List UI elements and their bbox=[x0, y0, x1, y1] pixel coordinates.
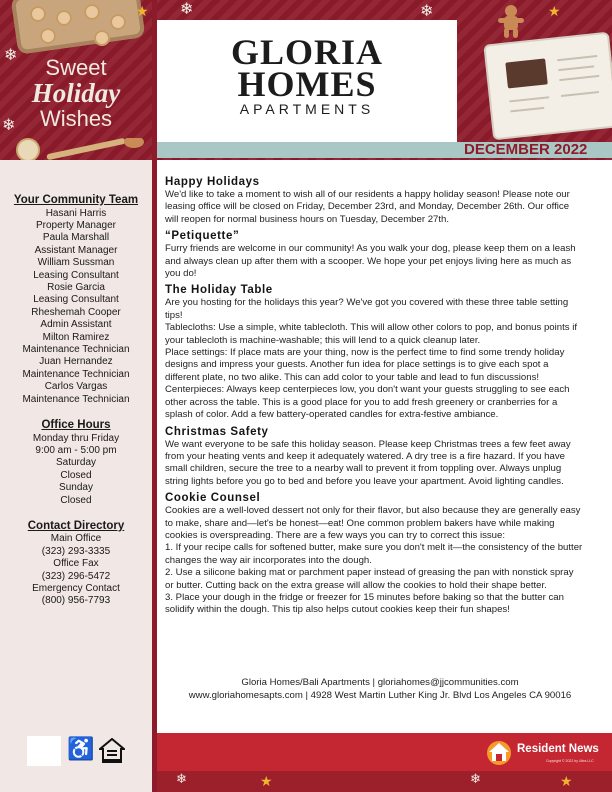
accessibility-icon: ♿ bbox=[67, 736, 95, 761]
snowflake-icon: ❄ bbox=[4, 47, 18, 64]
snowflake-icon: ❄ bbox=[470, 771, 481, 786]
logo-homes: HOMES bbox=[237, 64, 377, 104]
book-photo bbox=[505, 58, 547, 88]
sidebar-divider bbox=[152, 0, 157, 792]
hours-line: 9:00 am - 5:00 pm bbox=[35, 444, 117, 456]
hours-line: Closed bbox=[60, 469, 92, 481]
article-paragraph: Cookies are a well-loved dessert not only for their flavor, but also because they are generally easy to make, share and—let's be honest—eat! One common problem bakers have while making cookies is overspreading. There are a few ways you can try to correct this issue: bbox=[165, 505, 581, 541]
book-text-line bbox=[559, 75, 599, 81]
article-title: Christmas Safety bbox=[165, 425, 269, 438]
article-paragraph: Furry friends are welcome in our community! As you walk your dog, please keep them on a leash and always clean up after them with a scooper. We hope your pet enjoys living here as much as you do! bbox=[165, 243, 576, 280]
team-member-role: Maintenance Technician bbox=[22, 368, 130, 380]
logo-gloria: GLORIA bbox=[230, 32, 384, 72]
resident-news-label: Resident News bbox=[517, 743, 599, 755]
cookie-icon bbox=[110, 14, 126, 30]
team-member bbox=[0, 381, 152, 406]
book-text-line bbox=[509, 96, 549, 102]
star-icon: ★ bbox=[560, 773, 573, 789]
team-member-name: Juan Hernandez bbox=[39, 356, 113, 368]
book-text-line bbox=[510, 107, 544, 113]
holiday-line: Holiday bbox=[31, 78, 121, 109]
sweet-holiday-wishes bbox=[0, 56, 152, 131]
cookie-icon bbox=[94, 30, 110, 46]
gingerbread-icon bbox=[498, 4, 524, 38]
team-member-name: Rosie Garcia bbox=[47, 281, 105, 293]
team-member bbox=[0, 307, 152, 332]
article-title: Cookie Counsel bbox=[165, 492, 261, 505]
article-paragraph: Are you hosting for the holidays this year? We've got you covered with these three table setting tips! bbox=[165, 297, 569, 321]
blank-logo bbox=[27, 736, 61, 766]
hours-line: Sunday bbox=[59, 482, 93, 494]
book-text-line bbox=[561, 91, 599, 97]
newsletter-articles bbox=[165, 172, 583, 617]
team-member bbox=[0, 208, 152, 233]
article-paragraph: Centerpieces: Always keep centerpieces low, you don't want your guests struggling to see each other across the table. This is a good place for you to add fresh greenery or cranberries for a splash of color. Add a few battery-operated candles for extra-festive ambiance. bbox=[165, 384, 570, 421]
team-member-name: Milton Ramirez bbox=[42, 331, 110, 343]
copyright-text: Copyright © 2022 by Ultra LLC bbox=[546, 759, 594, 763]
contact-line: Main Office bbox=[50, 533, 102, 545]
article-christmas-safety bbox=[165, 425, 583, 489]
cookie-icon bbox=[56, 10, 72, 26]
hours-line: Closed bbox=[60, 494, 92, 506]
star-icon: ★ bbox=[548, 3, 561, 19]
spacer bbox=[0, 507, 152, 520]
team-member-role: Property Manager bbox=[35, 219, 117, 231]
contact-line: Emergency Contact bbox=[32, 583, 120, 595]
star-icon: ★ bbox=[260, 773, 273, 789]
article-holiday-table bbox=[165, 283, 583, 421]
book-text-line bbox=[558, 65, 594, 71]
contact-phone: (323) 296-5472 bbox=[41, 570, 111, 582]
logo-apartments: APARTMENTS bbox=[239, 101, 375, 117]
article-paragraph: 1. If your recipe calls for softened butter, make sure you don't melt it—the consistency of the butter changes the way air incorporates into the dough. bbox=[165, 542, 583, 566]
team-member bbox=[0, 356, 152, 381]
issue-month: DECEMBER 2022 bbox=[464, 141, 588, 158]
footer-contact bbox=[160, 676, 600, 702]
team-member-role: Leasing Consultant bbox=[33, 294, 119, 306]
article-title: The Holiday Table bbox=[165, 284, 273, 297]
team-member-role: Leasing Consultant bbox=[33, 269, 119, 281]
team-member-role: Maintenance Technician bbox=[22, 343, 130, 355]
book-text-line bbox=[557, 55, 597, 61]
footer-address-line: www.gloriahomesapts.com | 4928 West Martin Luther King Jr. Blvd Los Angeles CA 90016 bbox=[188, 690, 572, 701]
contact-line: Office Fax bbox=[53, 558, 99, 570]
article-paragraph: We'd like to take a moment to wish all of our residents a happy holiday season! Please note our leasing office will be closed on Friday, December 23rd, and Monday, December 26th. Our office will reopen for normal business hours on Tuesday, December 27th. bbox=[165, 189, 570, 225]
snowflake-icon: ❄ bbox=[420, 3, 434, 20]
contact-phone: (800) 956-7793 bbox=[41, 595, 111, 607]
baking-tools-illustration bbox=[6, 138, 152, 162]
equal-housing-icon bbox=[99, 738, 125, 764]
team-member bbox=[0, 257, 152, 282]
star-icon: ★ bbox=[136, 3, 149, 19]
snowflake-icon: ❄ bbox=[176, 771, 187, 786]
article-paragraph: Place settings: If place mats are your thing, now is the perfect time to find some trendy holiday designs and impress your guests. Another fun idea for place settings is to give each spot a different plate, no two alike. This can add color to your table and lead to fun discussions! bbox=[165, 347, 565, 383]
article-title: Happy Holidays bbox=[165, 176, 260, 188]
article-petiquette bbox=[165, 229, 583, 280]
cookie-icon bbox=[40, 28, 56, 44]
team-member-name: Carlos Vargas bbox=[44, 381, 108, 393]
wishes-line: Wishes bbox=[39, 106, 113, 132]
snowflake-icon: ❄ bbox=[2, 117, 16, 134]
hours-line: Saturday bbox=[55, 457, 97, 469]
team-member bbox=[0, 332, 152, 357]
article-paragraph: 3. Place your dough in the fridge or freezer for 15 minutes before baking so that the butter can solidify within the dough. This tip also helps cutout cookies keep their fun shapes! bbox=[165, 591, 564, 616]
contact-phone: (323) 293-3335 bbox=[41, 545, 111, 557]
sweet-line: Sweet bbox=[45, 55, 107, 80]
sidebar-content bbox=[0, 194, 152, 608]
hours-heading: Office Hours bbox=[41, 419, 111, 431]
team-member-role: Assistant Manager bbox=[34, 244, 118, 256]
cookie-icon bbox=[84, 4, 100, 20]
team-member bbox=[0, 282, 152, 307]
snowflake-icon: ❄ bbox=[180, 1, 194, 18]
cookie-icon bbox=[30, 6, 46, 22]
team-member-role: Admin Assistant bbox=[40, 319, 112, 331]
team-member-role: Maintenance Technician bbox=[22, 393, 130, 405]
team-member-name: William Sussman bbox=[37, 257, 115, 269]
team-member bbox=[0, 232, 152, 257]
article-paragraph: Tablecloths: Use a simple, white tablecloth. This will allow other colors to pop, and bonus points if your tablecloth is machine-washable; this will lend to a quick cleanup later. bbox=[165, 322, 578, 346]
hours-line: Monday thru Friday bbox=[32, 432, 120, 444]
article-paragraph: 2. Use a silicone baking mat or parchment paper instead of greasing the pan with nonstick spray or butter. Cutting back on the extra grease will allow the cookies to hold their shape better. bbox=[165, 567, 574, 591]
article-cookie-counsel bbox=[165, 491, 583, 617]
recipe-book-illustration bbox=[486, 34, 612, 138]
footer-decoration bbox=[157, 771, 612, 792]
team-member-name: Hasani Harris bbox=[45, 207, 107, 219]
article-title: “Petiquette” bbox=[165, 230, 240, 243]
team-member-name: Paula Marshall bbox=[42, 232, 110, 244]
spacer bbox=[0, 406, 152, 419]
compliance-logos bbox=[27, 736, 137, 766]
team-heading: Your Community Team bbox=[13, 194, 139, 206]
footer-email-line: Gloria Homes/Bali Apartments | gloriahomes@jjcommunities.com bbox=[241, 677, 519, 688]
article-happy-holidays bbox=[165, 175, 583, 226]
contact-heading: Contact Directory bbox=[27, 519, 125, 532]
team-member-name: Rheshemah Cooper bbox=[31, 306, 121, 318]
article-paragraph: We want everyone to be safe this holiday season. Please keep Christmas trees a few feet away from your heating vents and keep it adequately watered. A dry tree is a fire hazard. If you have small children, secure the tree to a nearby wall to prevent it from toppling over. Always unplug string lights before you go to bed and before you leave your apartment. Avoid lighting candles. bbox=[165, 438, 571, 487]
resident-news-house-icon bbox=[484, 738, 514, 766]
